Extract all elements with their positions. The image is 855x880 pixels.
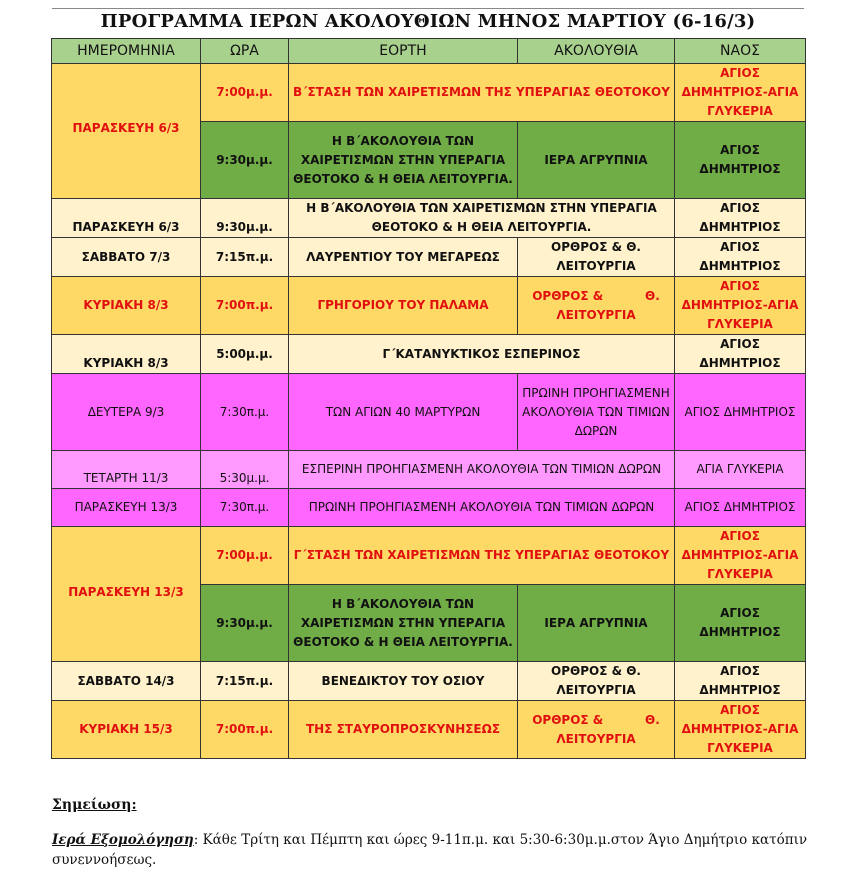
time-cell: 7:00π.μ.: [201, 277, 289, 335]
feast-cell: Η Β΄ΑΚΟΛΟΥΘΙΑ ΤΩΝ ΧΑΙΡΕΤΙΣΜΩΝ ΣΤΗΝ ΥΠΕΡΑΓΙΑ ΘΕΟΤΟΚΟ & Η ΘΕΙΑ ΛΕΙΤΟΥΡΓΙΑ.: [289, 122, 518, 199]
header-service: ΑΚΟΛΟΥΘΙΑ: [518, 39, 675, 64]
church-cell: ΑΓΙΟΣ ΔΗΜΗΤΡΙΟΣ: [675, 122, 806, 199]
time-cell: 7:30π.μ.: [201, 374, 289, 451]
service-cell: ΟΡΘΡΟΣ & Θ. ΛΕΙΤΟΥΡΓΙΑ: [518, 277, 675, 335]
time-cell: 9:30μ.μ.: [201, 122, 289, 199]
header-row: [52, 39, 806, 64]
church-cell: ΑΓΙΟΣ ΔΗΜΗΤΡΙΟΣ: [675, 374, 806, 451]
time-cell: 7:15π.μ.: [201, 662, 289, 701]
feast-cell: Γ΄ΚΑΤΑΝΥΚΤΙΚΟΣ ΕΣΠΕΡΙΝΟΣ: [289, 335, 675, 374]
table-row: [52, 238, 806, 277]
time-cell: 9:30μ.μ.: [201, 199, 289, 238]
church-cell: ΑΓΙΟΣ ΔΗΜΗΤΡΙΟΣ-ΑΓΙΑ ΓΛΥΚΕΡΙΑ: [675, 527, 806, 585]
time-cell: 7:00μ.μ.: [201, 527, 289, 585]
feast-cell: Η Β΄ΑΚΟΛΟΥΘΙΑ ΤΩΝ ΧΑΙΡΕΤΙΣΜΩΝ ΣΤΗΝ ΥΠΕΡΑΓΙΑ ΘΕΟΤΟΚΟ & Η ΘΕΙΑ ΛΕΙΤΟΥΡΓΙΑ.: [289, 585, 518, 662]
service-cell: ΙΕΡΑ ΑΓΡΥΠΝΙΑ: [518, 122, 675, 199]
date-cell: ΠΑΡΑΣΚΕΥΗ 6/3: [52, 199, 201, 238]
date-cell: ΠΑΡΑΣΚΕΥΗ 13/3: [52, 527, 201, 662]
time-cell: 5:00μ.μ.: [201, 335, 289, 374]
date-cell: ΚΥΡΙΑΚΗ 8/3: [52, 335, 201, 374]
schedule-table: [51, 38, 806, 759]
church-cell: ΑΓΙΟΣ ΔΗΜΗΤΡΙΟΣ-ΑΓΙΑ ΓΛΥΚΕΡΙΑ: [675, 277, 806, 335]
table-row: [52, 701, 806, 759]
time-cell: 5:30μ.μ.: [201, 451, 289, 489]
service-cell: ΟΡΘΡΟΣ & Θ. ΛΕΙΤΟΥΡΓΙΑ: [518, 701, 675, 759]
table-row: [52, 64, 806, 122]
feast-cell: ΓΡΗΓΟΡΙΟΥ ΤΟΥ ΠΑΛΑΜΑ: [289, 277, 518, 335]
feast-cell: Β΄ΣΤΑΣΗ ΤΩΝ ΧΑΙΡΕΤΙΣΜΩΝ ΤΗΣ ΥΠΕΡΑΓΙΑΣ ΘΕΟΤΟΚΟΥ: [289, 64, 675, 122]
time-cell: 7:00μ.μ.: [201, 64, 289, 122]
date-cell: ΚΥΡΙΑΚΗ 15/3: [52, 701, 201, 759]
table-row: [52, 451, 806, 489]
note-paragraph: [52, 830, 812, 870]
feast-cell: Η Β΄ΑΚΟΛΟΥΘΙΑ ΤΩΝ ΧΑΙΡΕΤΙΣΜΩΝ ΣΤΗΝ ΥΠΕΡΑΓΙΑ ΘΕΟΤΟΚΟ & Η ΘΕΙΑ ΛΕΙΤΟΥΡΓΙΑ.: [289, 199, 675, 238]
church-cell: ΑΓΙΟΣ ΔΗΜΗΤΡΙΟΣ-ΑΓΙΑ ΓΛΥΚΕΡΙΑ: [675, 701, 806, 759]
service-cell: ΠΡΩΙΝΗ ΠΡΟΗΓΙΑΣΜΕΝΗ ΑΚΟΛΟΥΘΙΑ ΤΩΝ ΤΙΜΙΩΝ ΔΩΡΩΝ: [518, 374, 675, 451]
date-cell: ΚΥΡΙΑΚΗ 8/3: [52, 277, 201, 335]
church-cell: ΑΓΙΟΣ ΔΗΜΗΤΡΙΟΣ: [675, 335, 806, 374]
table-row: [52, 489, 806, 527]
table-row: [52, 277, 806, 335]
time-cell: 7:00π.μ.: [201, 701, 289, 759]
date-cell: ΣΑΒΒΑΤΟ 7/3: [52, 238, 201, 277]
table-row: [52, 199, 806, 238]
header-feast: ΕΟΡΤΗ: [289, 39, 518, 64]
date-cell: ΠΑΡΑΣΚΕΥΗ 13/3: [52, 489, 201, 527]
feast-cell: ΤΗΣ ΣΤΑΥΡΟΠΡΟΣΚΥΝΗΣΕΩΣ: [289, 701, 518, 759]
time-cell: 7:30π.μ.: [201, 489, 289, 527]
service-cell: ΙΕΡΑ ΑΓΡΥΠΝΙΑ: [518, 585, 675, 662]
service-cell: ΟΡΘΡΟΣ & Θ. ΛΕΙΤΟΥΡΓΙΑ: [518, 662, 675, 701]
date-cell: ΔΕΥΤΕΡΑ 9/3: [52, 374, 201, 451]
header-date: ΗΜΕΡΟΜΗΝΙΑ: [52, 39, 201, 64]
church-cell: ΑΓΙΟΣ ΔΗΜΗΤΡΙΟΣ: [675, 662, 806, 701]
church-cell: ΑΓΙΟΣ ΔΗΜΗΤΡΙΟΣ-ΑΓΙΑ ΓΛΥΚΕΡΙΑ: [675, 64, 806, 122]
service-cell: ΟΡΘΡΟΣ & Θ. ΛΕΙΤΟΥΡΓΙΑ: [518, 238, 675, 277]
top-rule: [52, 8, 804, 9]
feast-cell: Γ΄ΣΤΑΣΗ ΤΩΝ ΧΑΙΡΕΤΙΣΜΩΝ ΤΗΣ ΥΠΕΡΑΓΙΑΣ ΘΕΟΤΟΚΟΥ: [289, 527, 675, 585]
note-text: : Κάθε Τρίτη και Πέμπτη και ώρες 9-11π.μ. και 5:30-6:30μ.μ.στον Άγιο Δημήτριο κατόπιν συνεννοήσεως.: [52, 832, 808, 868]
table-row: [52, 662, 806, 701]
header-church: ΝΑΟΣ: [675, 39, 806, 64]
feast-cell: ΤΩΝ ΑΓΙΩΝ 40 ΜΑΡΤΥΡΩΝ: [289, 374, 518, 451]
note-title: Σημείωση:: [52, 797, 137, 813]
table-row: [52, 374, 806, 451]
date-cell: ΤΕΤΑΡΤΗ 11/3: [52, 451, 201, 489]
feast-cell: ΛΑΥΡΕΝΤΙΟΥ ΤΟΥ ΜΕΓΑΡΕΩΣ: [289, 238, 518, 277]
time-cell: 9:30μ.μ.: [201, 585, 289, 662]
church-cell: ΑΓΙΑ ΓΛΥΚΕΡΙΑ: [675, 451, 806, 489]
date-cell: ΣΑΒΒΑΤΟ 14/3: [52, 662, 201, 701]
table-row: [52, 527, 806, 585]
feast-cell: ΒΕΝΕΔΙΚΤΟΥ ΤΟΥ ΟΣΙΟΥ: [289, 662, 518, 701]
header-time: ΩΡΑ: [201, 39, 289, 64]
time-cell: 7:15π.μ.: [201, 238, 289, 277]
church-cell: ΑΓΙΟΣ ΔΗΜΗΤΡΙΟΣ: [675, 489, 806, 527]
date-cell: ΠΑΡΑΣΚΕΥΗ 6/3: [52, 64, 201, 199]
feast-cell: ΠΡΩΙΝΗ ΠΡΟΗΓΙΑΣΜΕΝΗ ΑΚΟΛΟΥΘΙΑ ΤΩΝ ΤΙΜΙΩΝ ΔΩΡΩΝ: [289, 489, 675, 527]
page-title: ΠΡΟΓΡΑΜΜΑ ΙΕΡΩΝ ΑΚΟΛΟΥΘΙΩΝ ΜΗΝΟΣ ΜΑΡΤΙΟΥ (6-16/3): [100, 11, 756, 32]
table-row: [52, 335, 806, 374]
church-cell: ΑΓΙΟΣ ΔΗΜΗΤΡΙΟΣ: [675, 238, 806, 277]
church-cell: ΑΓΙΟΣ ΔΗΜΗΤΡΙΟΣ: [675, 585, 806, 662]
note-label: Ιερά Εξομολόγηση: [52, 832, 194, 848]
feast-cell: ΕΣΠΕΡΙΝΗ ΠΡΟΗΓΙΑΣΜΕΝΗ ΑΚΟΛΟΥΘΙΑ ΤΩΝ ΤΙΜΙΩΝ ΔΩΡΩΝ: [289, 451, 675, 489]
church-cell: ΑΓΙΟΣ ΔΗΜΗΤΡΙΟΣ: [675, 199, 806, 238]
